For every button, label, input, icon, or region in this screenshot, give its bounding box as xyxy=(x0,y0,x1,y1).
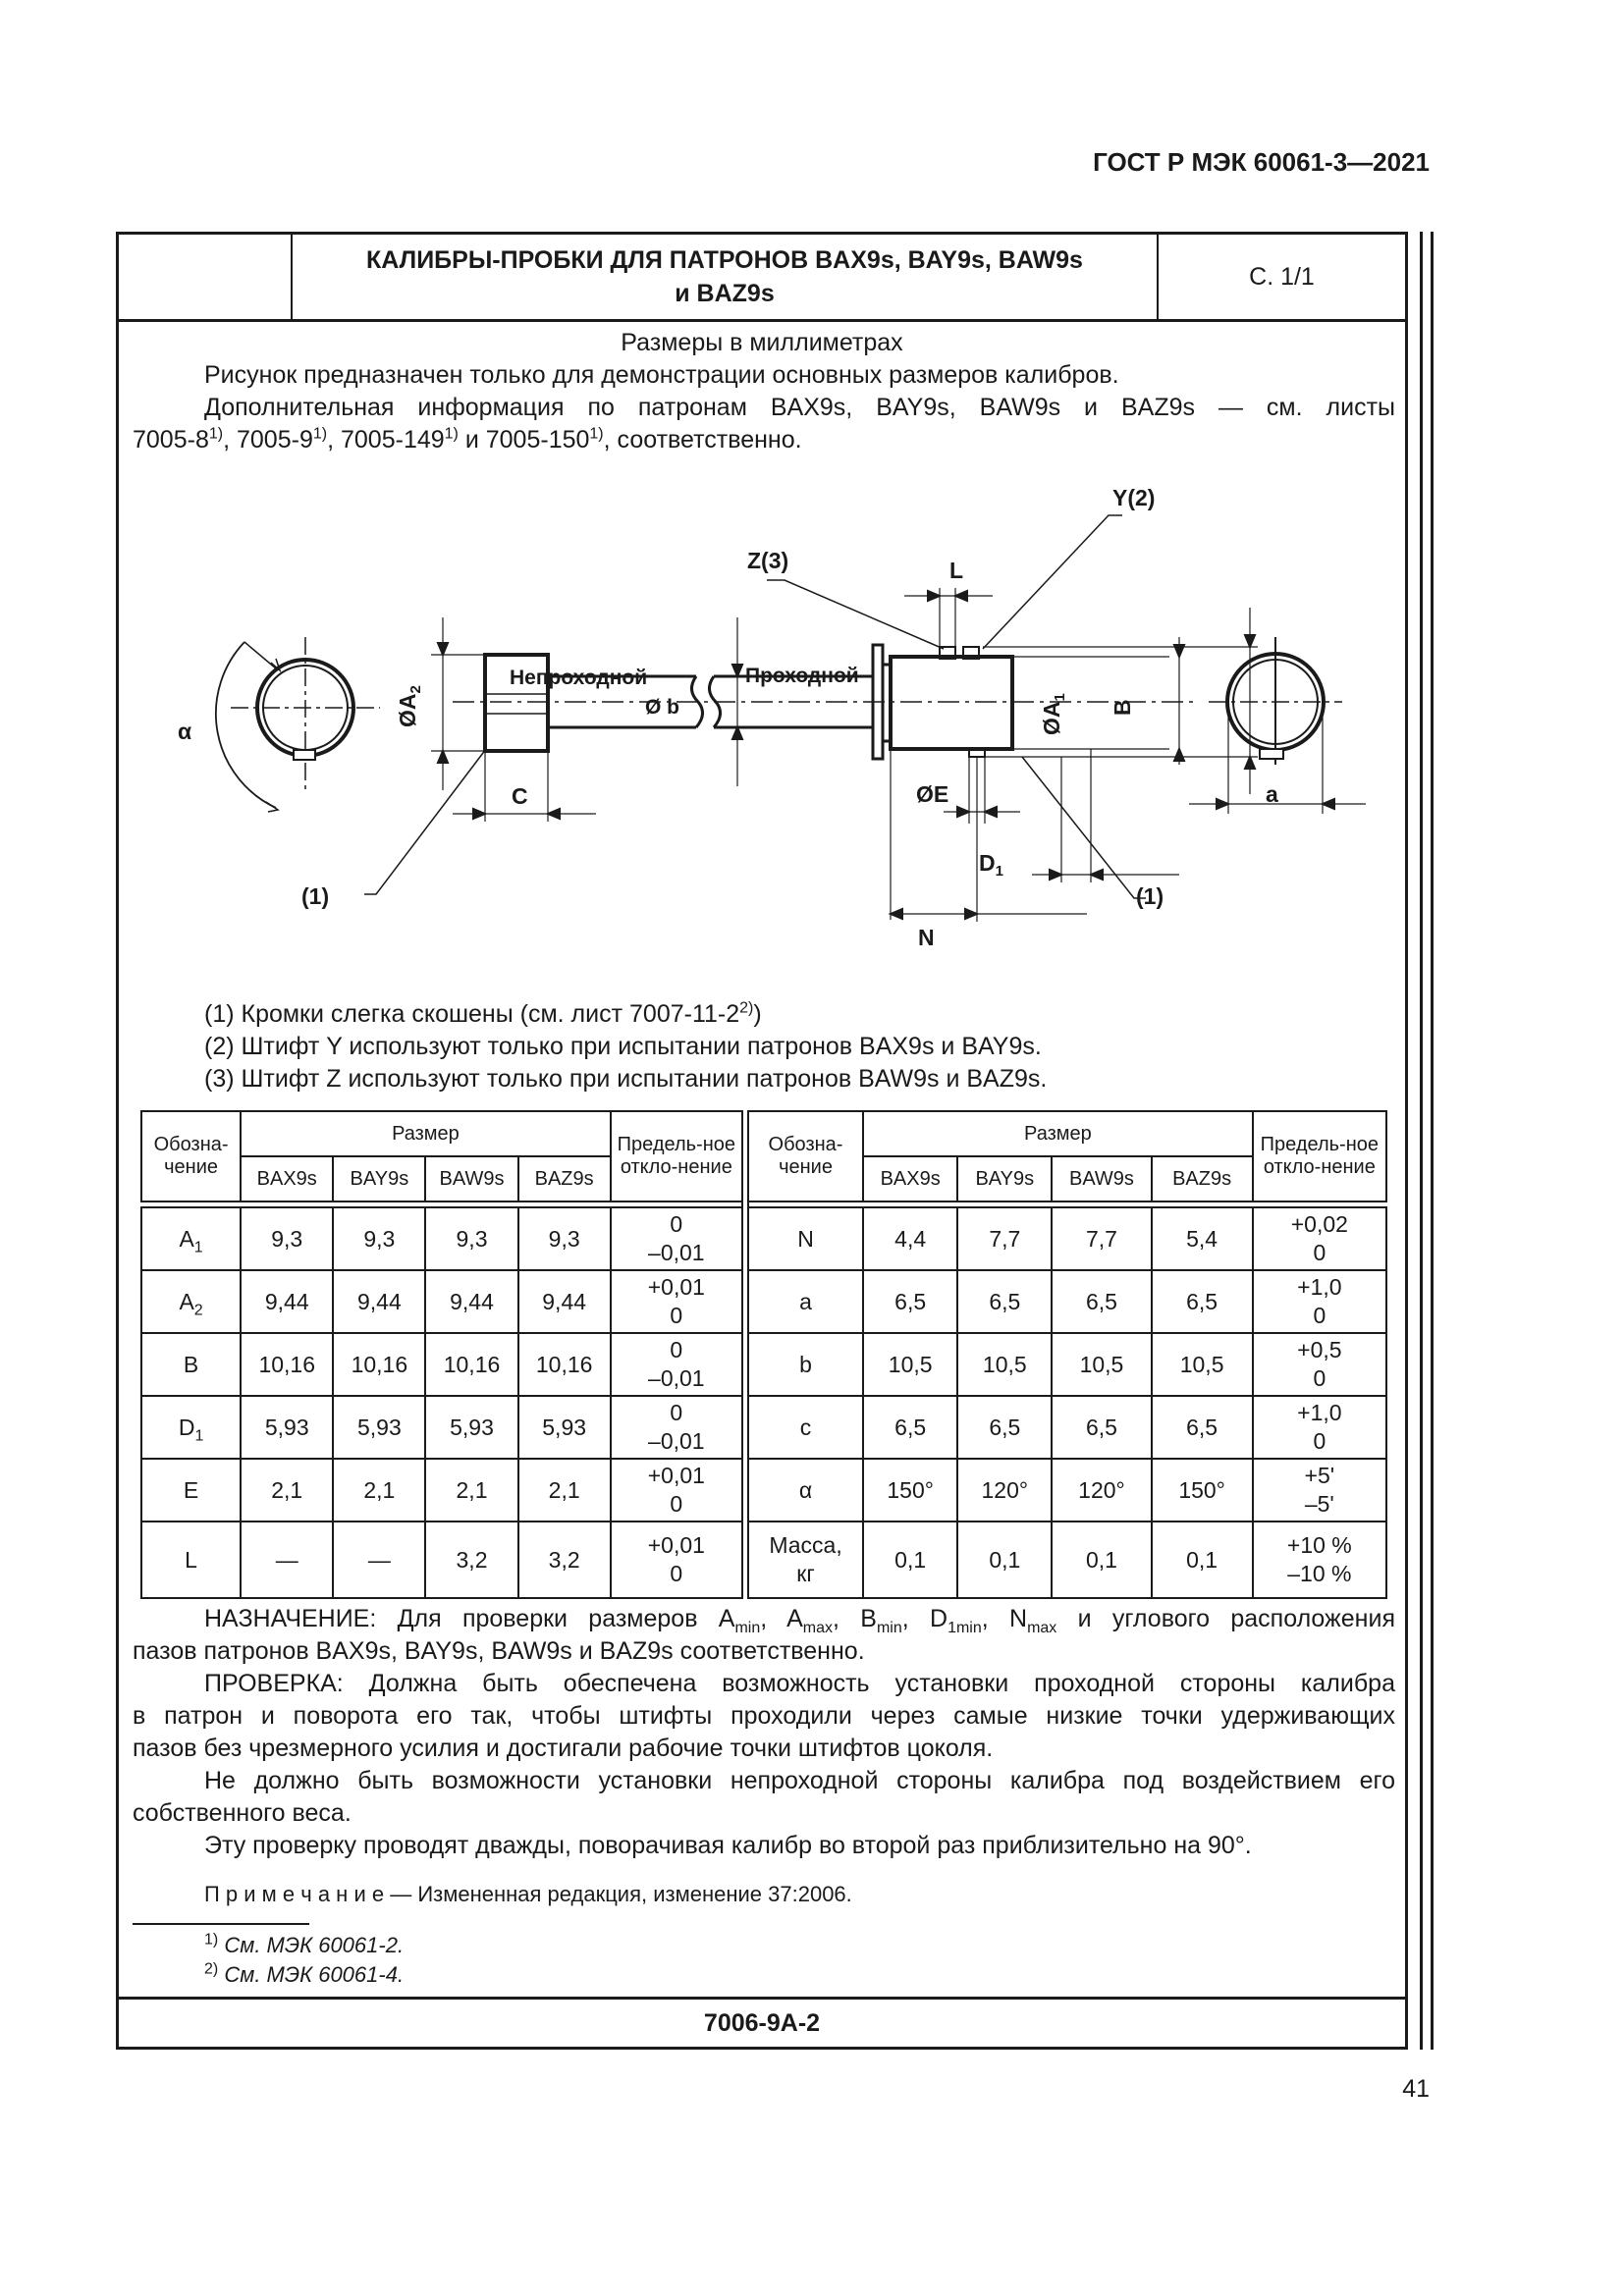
purpose-line-1: НАЗНАЧЕНИЕ: Для проверки размеров $A_{min}$, $A_{max}$, $B_{min}$, $D_{1min}$, $N_{max}$ и углового расположения xyxy=(204,1605,1395,1636)
standard-header: ГОСТ Р МЭК 60061-3—2021 xyxy=(1093,147,1430,177)
binding-rule-2 xyxy=(1431,232,1434,2050)
intro-line-2: Дополнительная информация по патронам BAX9s, BAY9s, BAW9s и BAZ9s — см. листы xyxy=(204,394,1395,421)
title-line-1: КАЛИБРЫ-ПРОБКИ ДЛЯ ПАТРОНОВ BAX9s, BAY9s, BAW9s xyxy=(366,246,1083,274)
label-y2: Y(2) xyxy=(1112,485,1156,510)
col-size-2: Размер xyxy=(863,1111,1253,1156)
col-bay9s: BAY9s xyxy=(333,1156,425,1201)
intro-line-1: Рисунок предназначен только для демонстрации основных размеров калибров. xyxy=(204,361,1119,389)
label-E: ØE xyxy=(916,781,949,807)
table-row: E 2,1 2,1 2,1 2,1 +0,01 0 α 150° 120° 120° 150° +5' –5' xyxy=(141,1459,1386,1522)
label-alpha: α xyxy=(178,719,192,744)
title-block xyxy=(119,235,1405,322)
table-row: B 10,16 10,16 10,16 10,16 0 –0,01 b 10,5 10,5 10,5 10,5 +0,5 0 xyxy=(141,1333,1386,1396)
label-A2: $ØA_2$ xyxy=(395,685,424,727)
note-2: (2) Штифт Y используют только при испытании патронов BAX9s и BAY9s. xyxy=(204,1033,1042,1060)
footnote-2: $^{2)}$ См. МЭК 60061-4. xyxy=(204,1960,405,1987)
col-bax9s-2: BAX9s xyxy=(863,1156,957,1201)
purpose-line-2: пазов патронов BAX9s, BAY9s, BAW9s и BAZ9s соответственно. xyxy=(133,1637,865,1665)
col-tolerance-2: Предель-ное откло-нение xyxy=(1253,1111,1386,1201)
footnote-1: $^{1)}$ См. МЭК 60061-2. xyxy=(204,1931,405,1957)
page-number: 41 xyxy=(1402,2075,1430,2103)
label-a: a xyxy=(1266,781,1278,807)
col-baz9s-2: BAZ9s xyxy=(1152,1156,1253,1201)
gauge-drawing xyxy=(119,470,1405,1000)
note-3: (3) Штифт Z используют только при испытании патронов BAW9s и BAZ9s. xyxy=(204,1065,1048,1093)
col-designation: Обозна-чение xyxy=(141,1111,241,1201)
table-row: $D_1$ 5,93 5,93 5,93 5,93 0 –0,01 c 6,5 6,5 6,5 6,5 +1,0 0 xyxy=(141,1396,1386,1459)
title-left-cell xyxy=(119,235,293,319)
col-size: Размер xyxy=(241,1111,611,1156)
table-row: $A_2$ 9,44 9,44 9,44 9,44 +0,01 0 a 6,5 6,5 6,5 6,5 +1,0 0 xyxy=(141,1270,1386,1333)
sheet-title xyxy=(293,235,1159,319)
label-L: L xyxy=(949,558,964,583)
label-z3: Z(3) xyxy=(747,548,789,573)
col-bay9s-2: BAY9s xyxy=(957,1156,1052,1201)
dimensions-table xyxy=(140,1110,1387,1599)
col-bax9s: BAX9s xyxy=(241,1156,333,1201)
check-line-6: Эту проверку проводят дважды, поворачивая калибр во второй раз приблизительно на 90°. xyxy=(204,1832,1252,1859)
col-baz9s: BAZ9s xyxy=(518,1156,611,1201)
check-line-3: пазов без чрезмерного усилия и достигали рабочие точки штифтов цоколя. xyxy=(133,1735,994,1762)
label-B: B xyxy=(1110,699,1135,716)
label-note1-left: (1) xyxy=(301,883,330,909)
check-line-4: Не должно быть возможности установки непроходной стороны калибра под воздействием его xyxy=(204,1767,1395,1794)
label-note1-right: (1) xyxy=(1136,883,1164,909)
label-no-go: Непроходной xyxy=(510,667,648,689)
go-body xyxy=(891,657,1012,749)
label-D1: $D_1$ xyxy=(979,850,1003,880)
units-note: Размеры в миллиметрах xyxy=(621,329,903,356)
check-line-5: собственного веса. xyxy=(133,1799,352,1827)
revision-note: П р и м е ч а н и е — Измененная редакция, изменение 37:2006. xyxy=(204,1882,852,1906)
label-go: Проходной xyxy=(745,665,859,687)
check-line-1: ПРОВЕРКА: Должна быть обеспечена возможность установки проходной стороны калибра xyxy=(204,1670,1395,1697)
table-row: L — — 3,2 3,2 +0,01 0 Масса, кг 0,1 0,1 0,1 0,1 +10 % –10 % xyxy=(141,1522,1386,1598)
label-N: N xyxy=(918,925,935,950)
intro-line-3: 7005-8$^{1)}$, 7005-9$^{1)}$, 7005-149$^{1)}$ и 7005-150$^{1)}$, соответственно. xyxy=(133,425,802,454)
table-row: $A_1$ 9,3 9,3 9,3 9,3 0 –0,01 N 4,4 7,7 7,7 5,4 +0,02 0 xyxy=(141,1207,1386,1270)
label-b: Ø b xyxy=(645,696,679,719)
sheet-number: С. 1/1 xyxy=(1249,262,1315,291)
note-1: (1) Кромки слегка скошены (см. лист 7007-11-2$^{2)}$) xyxy=(204,999,762,1028)
footnote-divider xyxy=(133,1923,309,1925)
sheet-id: 7006-9A-2 xyxy=(119,1997,1405,2047)
label-C: C xyxy=(512,783,528,809)
binding-rule-1 xyxy=(1420,232,1423,2050)
col-tolerance: Предель-ное откло-нение xyxy=(611,1111,742,1201)
label-A1: $ØA_1$ xyxy=(1039,693,1068,735)
check-line-2: в патрон и поворота его так, чтобы штифты проходили через самые низкие точки удерживающих xyxy=(133,1702,1395,1730)
sheet-frame xyxy=(116,232,1408,2050)
col-baw9s: BAW9s xyxy=(425,1156,517,1201)
title-line-2: и BAZ9s xyxy=(675,280,775,307)
col-designation-2: Обозна-чение xyxy=(748,1111,863,1201)
col-baw9s-2: BAW9s xyxy=(1052,1156,1151,1201)
